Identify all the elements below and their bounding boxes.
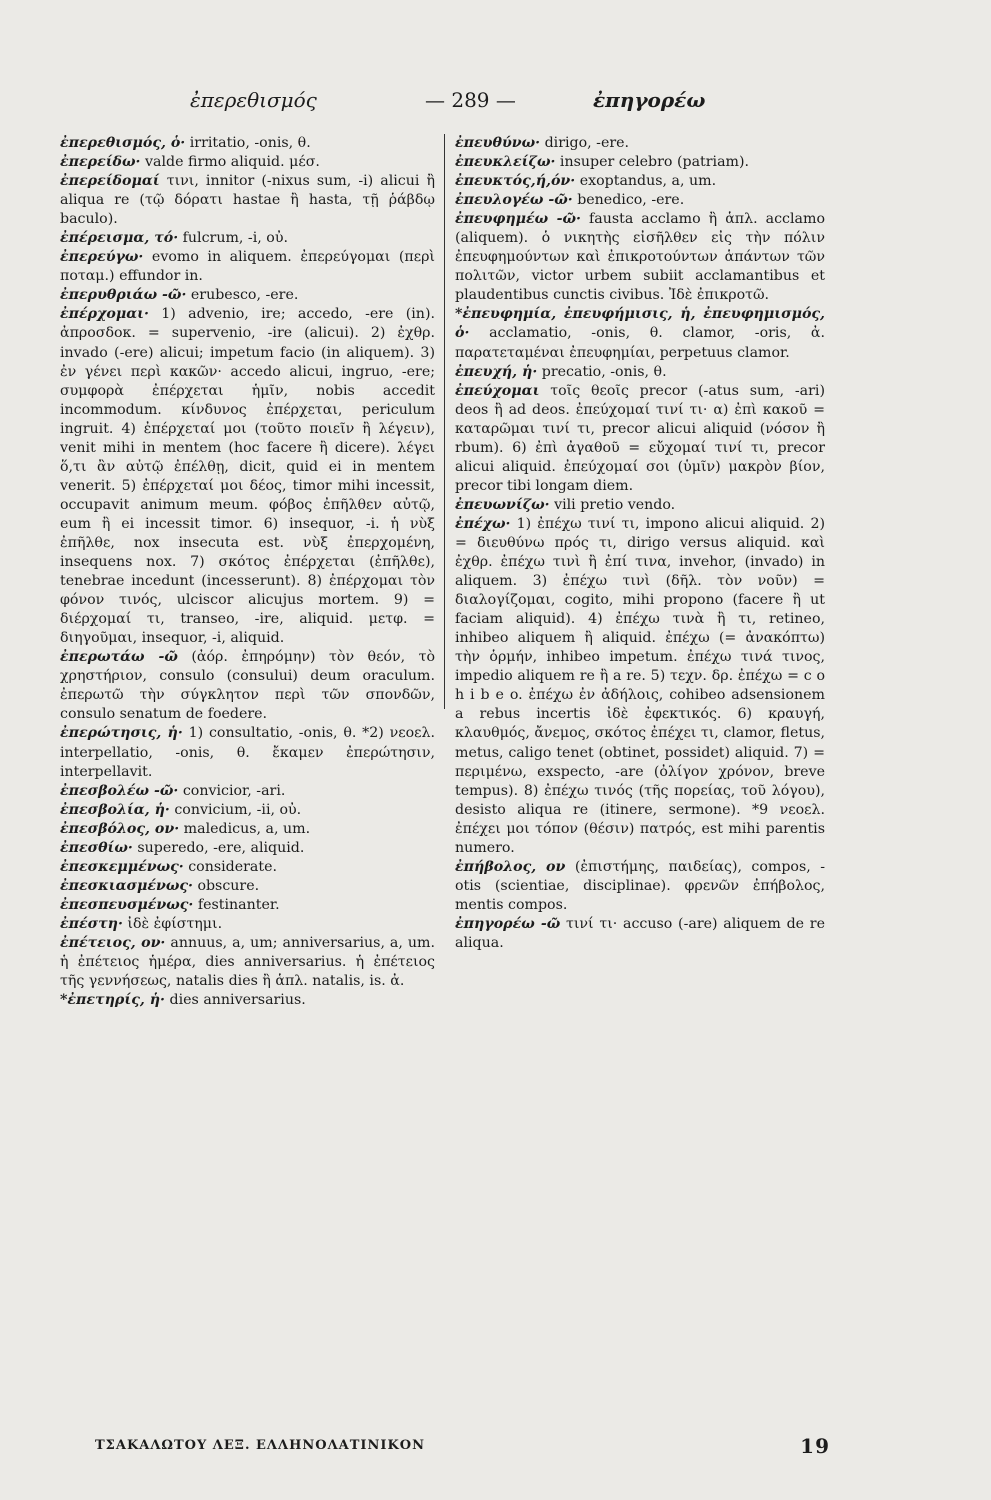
dictionary-entry	[455, 363, 825, 382]
entry-lemma: ἐπέστη·	[60, 915, 123, 932]
entry-definition: erubesco, -ere.	[190, 287, 299, 304]
dictionary-entry	[60, 305, 435, 648]
dictionary-entry	[60, 801, 435, 820]
dictionary-entry	[60, 877, 435, 896]
entry-lemma: ἐπευχή, ἡ·	[455, 363, 538, 380]
entry-definition: insuper celebro (patriam).	[559, 154, 750, 171]
entry-lemma: ἐπέρεισμα, τό·	[60, 230, 179, 247]
dictionary-entry	[60, 134, 435, 153]
entry-definition: evomo in aliquem. ἐπερεύγομαι (περὶ ποταμ.) effundor in.	[60, 249, 435, 285]
dictionary-entry	[455, 172, 825, 191]
entry-definition: benedico, -ere.	[577, 192, 685, 209]
entry-definition: τινί τι· accuso (-are) aliquem de re aliqua.	[455, 915, 825, 951]
entry-definition: obscure.	[197, 877, 260, 894]
dictionary-entry	[455, 134, 825, 153]
entry-definition: 1) ἐπέχω τινί τι, impono alicui aliquid. 2) = διευθύνω πρός τι, dirigo versus aliquid. καὶ ἐχθρ. ἐπέχω τινὶ ἢ ἐπί τινα, invehor, (invado) in aliquem. 3) ἐπέχω τινὶ (δῆλ. τὸν νοῦν) = διαλογίζομαι, cogito, mihi propono (facere ἢ ut faciam aliquid). 4) ἐπέχω τινὰ ἢ τι, retineo, inhibeo aliquem ἢ aliquid. ἐπέχω (= ἀνακόπτω) τὴν ὁρμήν, inhibeo impetum. ἐπέχω τινά τινος, impedio aliquem re ἢ a re. 5) τεχν. δρ. ἐπέχω = c o h i b e o. ἐπέχω ἐν ἀδήλοις, cohibeo adsensionem a rebus incertis ἰδὲ ἐφεκτικός. 6) κραυγή, κλαυθμός, ἄνεμος, σκότος ἐπέχει τι, clamor, fletus, metus, caligo tenet (obtinet, possidet) aliquid. 7) = περιμένω, exspecto, -are (ὀλίγον χρόνον, breve tempus). 8) ἐπέχω τινός (τῆς πορείας, τοῦ λόγου), desisto aliqua re (itinere, sermone). *9 νεοελ. ἐπέχει μοι τόπον (θέσιν) πατρός, est mihi parentis numero.	[455, 515, 825, 856]
entry-lemma: ἐπεσβολέω -ῶ·	[60, 782, 179, 799]
entry-lemma: ἐπεσπευσμένως·	[60, 896, 194, 913]
entry-lemma: ἐπευκτός,ή,όν·	[455, 173, 576, 190]
entry-lemma: ἐπεσβόλος, ον·	[60, 820, 180, 837]
entry-lemma: ἐπεσκιασμένως·	[60, 877, 193, 894]
entry-lemma: ἐπερείδω·	[60, 154, 141, 171]
entry-definition: 1) consultatio, -onis, θ. *2) νεοελ. interpellatio, -onis, θ. ἔκαμεν ἐπερώτησιν, interpellavit.	[60, 725, 435, 780]
dictionary-entry	[60, 724, 435, 781]
dictionary-entry	[455, 515, 825, 858]
entry-definition: τοῖς θεοῖς precor (-atus sum, -ari) deos ἢ ad deos. ἐπεύχομαί τινί τι· α) ἐπὶ κακοῦ = καταρῶμαι τινί τι, precor alicui aliquid (νόσον ἢ rbum). 6) ἐπὶ ἀγαθοῦ = εὔχομαί τινί τι, precor alicui aliquid. ἐπεύχομαί σοι (ὑμῖν) μακρὸν βίον, precor tibi longam diem.	[455, 382, 825, 494]
entry-definition: festinanter.	[197, 896, 280, 913]
page-footer	[95, 1434, 830, 1458]
entry-definition: valde firmo aliquid. μέσ.	[145, 154, 320, 171]
dictionary-entry	[60, 934, 435, 991]
entry-definition: (ἀόρ. ἐπηρόμην) τὸν θεόν, τὸ χρηστήριον, consulo (consului) deum oraculum. ἐπερωτῶ τὴν σύγκλητον περὶ τῶν σπονδῶν, consulo senatum de foedere.	[60, 649, 435, 723]
entry-lemma: ἐπέτειος, ον·	[60, 934, 166, 951]
entry-lemma: ἐπευλογέω -ῶ·	[455, 192, 573, 209]
entry-lemma: ἐπευκλείζω·	[455, 154, 556, 171]
entry-lemma: ἐπεύχομαι	[455, 382, 540, 399]
entry-definition: (ἐπιστήμης, παιδείας), compos, -otis (scientiae, disciplinae). φρενῶν ἐπήβολος, mentis compos.	[455, 858, 825, 913]
entry-definition: 1) advenio, ire; accedo, -ere (in). ἀπροσδοκ. = supervenio, -ire (alicui). 2) ἐχθρ. invado (-ere) alicui; impetum facio (in aliquem). 3) ἐν γένει περὶ κακῶν· accedo alicui, ingruo, -ere; συμφορὰ ἐπέρχεται ἡμῖν, nobis accedit incommodum. κίνδυνος ἐπέρχεται, periculum ingruit. 4) ἐπέρχεταί μοι (τοῦτο ποιεῖν ἢ λέγειν), venit mihi in mentem (hoc facere ἢ dicere). λέγει ὅ,τι ἂν αὐτῷ ἐπέλθῃ, dicit, quid ei in mentem venerit. 5) ἐπέρχεταί μοι δέος, timor mihi incessit, occupavit animum meum. φόβος ἐπῆλθεν αὐτῷ, eum ἢ ei incessit timor. 6) insequor, -i. ἡ νὺξ ἐπῆλθε, nox insecuta est. νὺξ ἐπερχομένη, insequens nox. 7) σκότος ἐπέρχεται (ἐπῆλθε), tenebrae incedunt (incesserunt). 8) ἐπέρχομαι τὸν φόνον τινός, ulciscor alicujus mortem. 9) = διέρχομαί τι, transeo, -ire, aliquid. μετφ. = διηγοῦμαι, insequor, -i, aliquid.	[60, 306, 435, 647]
dictionary-entry	[60, 991, 435, 1010]
entry-definition: vili pretio vendo.	[554, 496, 676, 513]
entry-lemma: ἐπερωτάω -ῶ	[60, 649, 178, 666]
dictionary-entry	[60, 229, 435, 248]
dictionary-entry	[455, 191, 825, 210]
entry-lemma: ἐπήβολος, ον	[455, 858, 566, 875]
entry-definition: ἰδὲ ἐφίστημι.	[127, 915, 223, 932]
dictionary-entry	[60, 248, 435, 286]
entry-lemma: ἐπεσθίω·	[60, 839, 133, 856]
entry-lemma: ἐπεσκεμμένως·	[60, 858, 184, 875]
dictionary-entry	[455, 496, 825, 515]
dictionary-entry	[455, 858, 825, 915]
dictionary-entry	[455, 382, 825, 496]
dictionary-entry	[60, 172, 435, 229]
dictionary-entry	[60, 896, 435, 915]
dictionary-entry	[60, 839, 435, 858]
entry-definition: irritatio, -onis, θ.	[189, 135, 311, 151]
dictionary-entry	[60, 153, 435, 172]
entry-definition: maledicus, a, um.	[183, 820, 311, 837]
entry-definition: convicior, -ari.	[182, 782, 286, 799]
entry-lemma: ἐπερεθισμός, ὁ·	[60, 135, 186, 151]
entry-definition: annuus, a, um; anniversarius, a, um. ἡ ἐπέτειος ἡμέρα, dies anniversarius. ἡ ἐπέτειος τῆς γεννήσεως, natalis dies ἢ ἁπλ. natalis, is. ἀ.	[60, 934, 435, 990]
dictionary-entry	[60, 648, 435, 724]
entry-definition: acclamatio, -onis, θ. clamor, -oris, ἀ. παρατεταμέναι ἐπευφημίαι, perpetuus clamor.	[455, 325, 825, 361]
dictionary-entry	[455, 153, 825, 172]
running-head-left: ἐπερεθισμός	[190, 88, 317, 112]
right-column	[455, 134, 825, 953]
entry-definition: fulcrum, -i, οὐ.	[182, 230, 288, 247]
page-number: — 289 —	[425, 88, 516, 112]
dictionary-entry	[455, 210, 825, 305]
entry-lemma: ἐπερυθριάω -ῶ·	[60, 287, 187, 304]
entry-definition: dirigo, -ere.	[544, 135, 630, 151]
entry-definition: considerate.	[188, 858, 277, 875]
signature-number: 19	[800, 1434, 830, 1458]
dictionary-entry	[60, 820, 435, 839]
entry-definition: fausta acclamo ἢ ἁπλ. acclamo (aliquem). ὁ νικητὴς εἰσῆλθεν εἰς τὴν πόλιν ἐπευφημούντων καὶ ἐπικροτούντων ἁπάντων τῶν πολιτῶν, victor urbem subiit acclamantibus et plaudentibus cunctis civibus. Ἰδὲ ἐπικροτῶ.	[455, 211, 825, 304]
entry-lemma: *ἐπευφημία, ἐπευφήμισις, ἡ, ἐπευφημισμός, ὁ·	[455, 306, 825, 342]
entry-lemma: ἐπευφημέω -ῶ·	[455, 211, 581, 228]
entry-lemma: ἐπευωνίζω·	[455, 496, 550, 513]
entry-definition: exoptandus, a, um.	[579, 173, 717, 190]
entry-definition: dies anniversarius.	[169, 992, 306, 1009]
entry-lemma: ἐπευθύνω·	[455, 135, 541, 151]
entry-definition: convicium, -ii, οὐ.	[174, 801, 302, 818]
entry-lemma: ἐπερείδομαί	[60, 173, 160, 190]
dictionary-entry	[60, 782, 435, 801]
entry-lemma: ἐπερώτησις, ἡ·	[60, 725, 183, 742]
running-head-right: ἐπηγορέω	[593, 88, 706, 112]
entry-lemma: ἐπέχω·	[455, 515, 511, 532]
entry-lemma: ἐπέρχομαι·	[60, 306, 149, 323]
entry-definition: τινι, innitor (-nixus sum, -i) alicui ἢ aliqua re (τῷ δόρατι hastae ἢ hasta, τῇ ῥάβδῳ baculo).	[60, 173, 435, 228]
entry-definition: precatio, -onis, θ.	[541, 363, 667, 380]
column-divider	[444, 134, 445, 709]
dictionary-entry	[60, 915, 435, 934]
entry-lemma: ἐπερεύγω·	[60, 249, 144, 266]
dictionary-entry	[60, 286, 435, 305]
dictionary-entry	[455, 915, 825, 953]
dictionary-entry	[455, 305, 825, 362]
dictionary-entry	[60, 858, 435, 877]
entry-lemma: ἐπηγορέω -ῶ	[455, 915, 561, 932]
entry-definition: superedo, -ere, aliquid.	[137, 839, 305, 856]
entry-lemma: *ἐπετηρίς, ἡ·	[60, 992, 165, 1009]
entry-lemma: ἐπεσβολία, ἡ·	[60, 801, 170, 818]
left-column	[60, 134, 435, 1010]
footer-title: ΤΣΑΚΑΛΩΤΟΥ ΛΕΞ. ΕΛΛΗΝΟΛΑΤΙΝΙΚΟΝ	[95, 1438, 425, 1453]
